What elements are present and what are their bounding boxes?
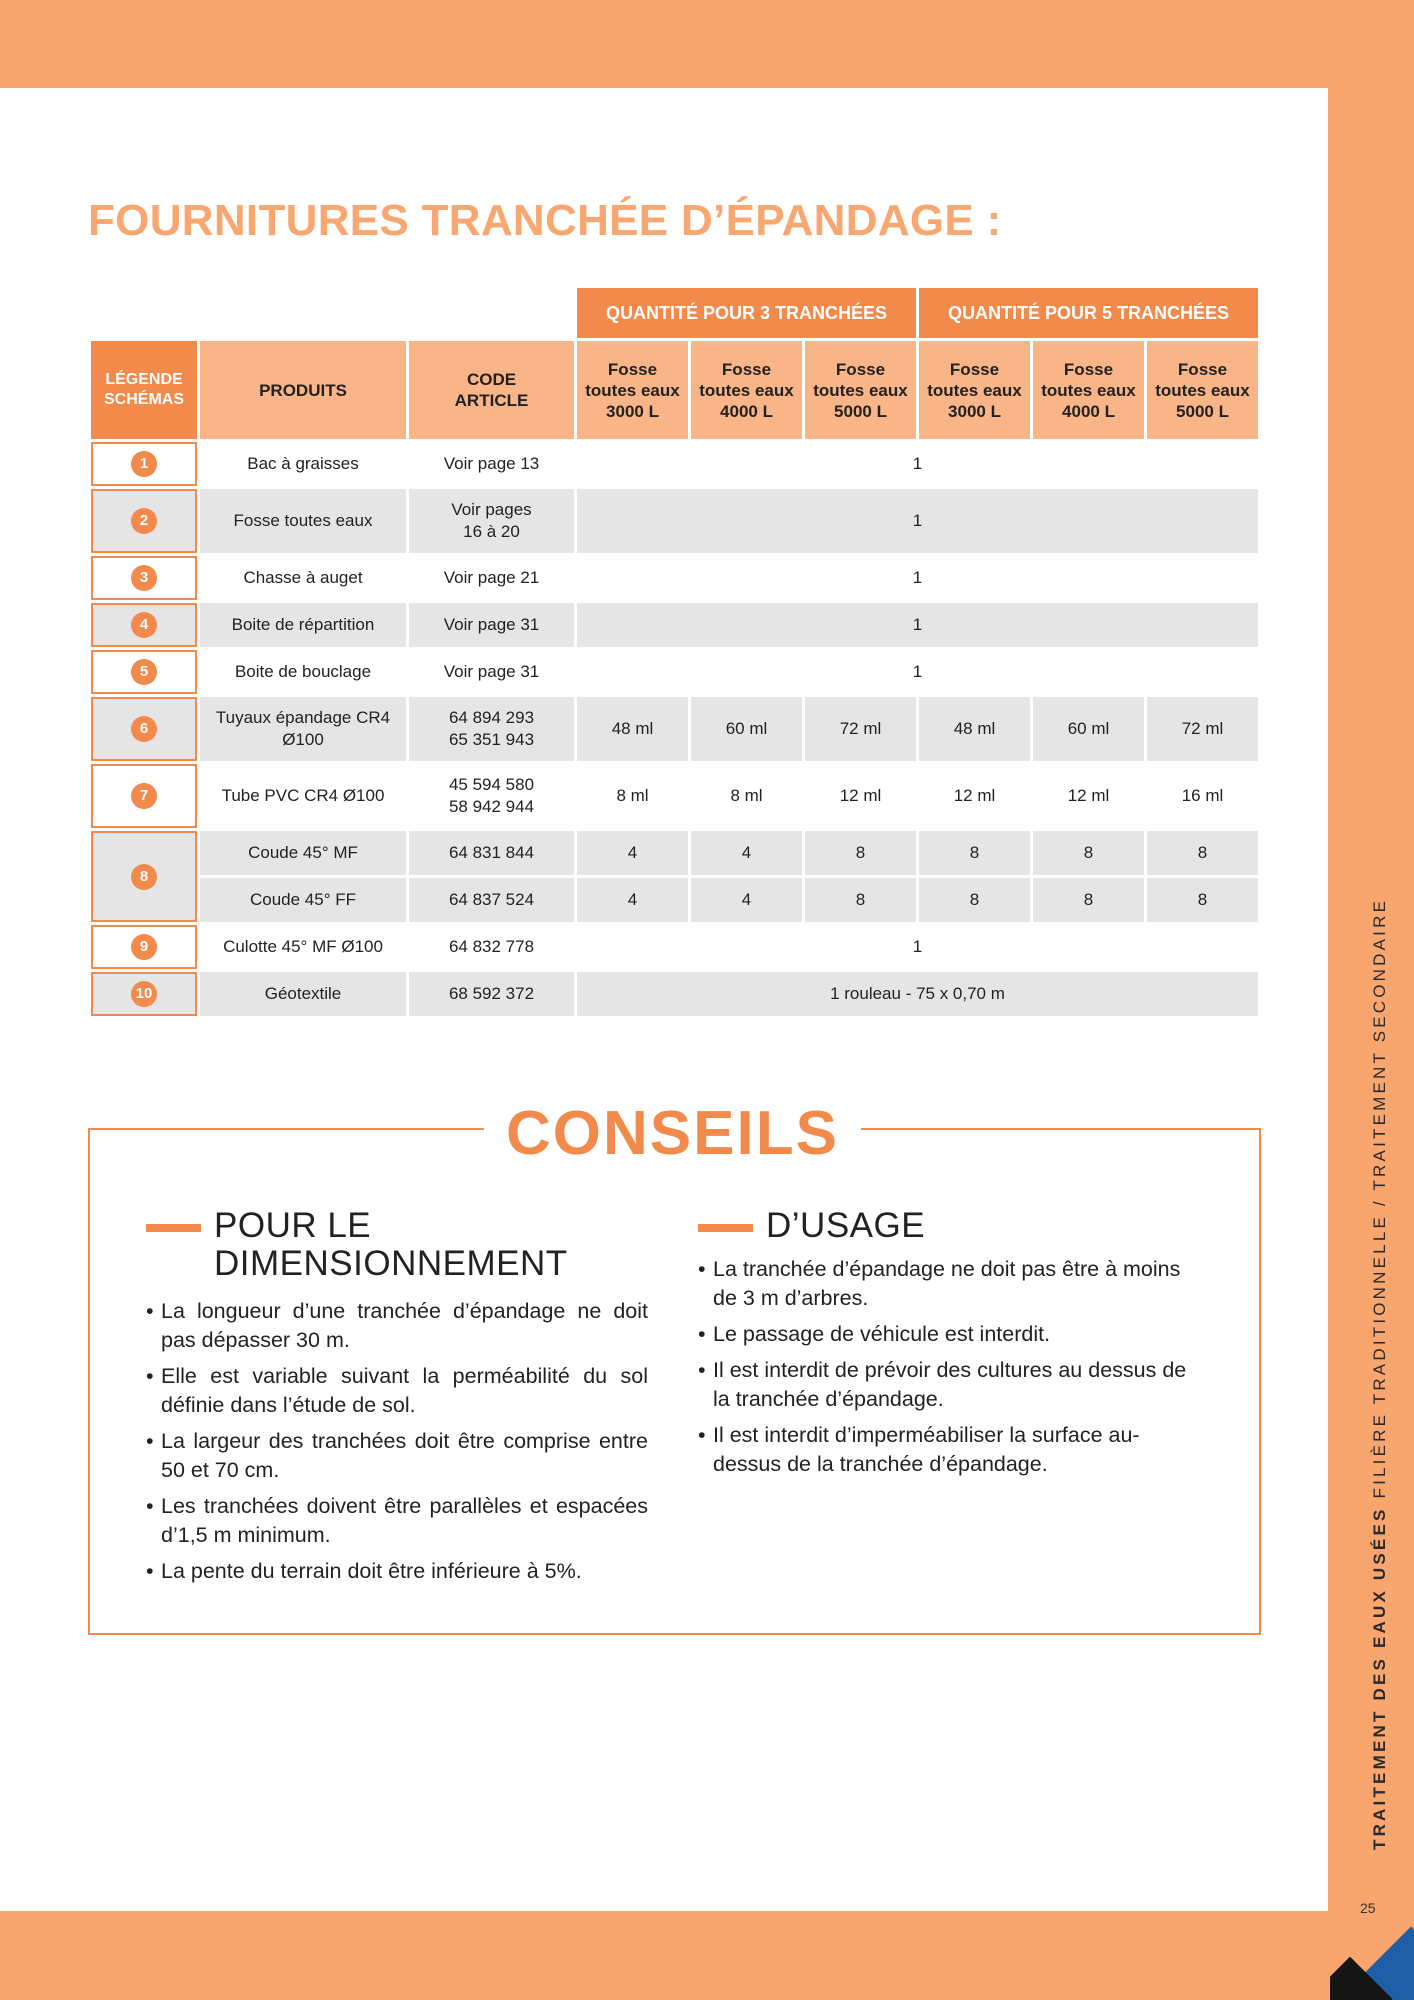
table-row bbox=[91, 764, 1258, 828]
legend-cell bbox=[91, 556, 197, 600]
code-cell: 45 594 580 58 942 944 bbox=[409, 764, 574, 828]
quantity-cell: 48 ml bbox=[919, 697, 1030, 761]
product-cell: Bac à graisses bbox=[200, 442, 406, 486]
legend-cell bbox=[91, 442, 197, 486]
fosse-header: Fosse toutes eaux 5000 L bbox=[1147, 341, 1258, 439]
list-item: • La pente du terrain doit être inférieure à 5%. bbox=[146, 1557, 648, 1586]
supplies-table bbox=[88, 285, 1261, 1019]
legend-cell bbox=[91, 764, 197, 828]
quantity-cell: 1 bbox=[577, 925, 1258, 969]
list-item: • Il est interdit de prévoir des cultures au dessus de la tranchée d’épandage. bbox=[698, 1356, 1203, 1414]
quantity-cell: 1 bbox=[577, 603, 1258, 647]
code-cell: Voir pages 16 à 20 bbox=[409, 489, 574, 553]
product-cell: Boite de répartition bbox=[200, 603, 406, 647]
quantity-cell: 1 rouleau - 75 x 0,70 m bbox=[577, 972, 1258, 1016]
quantity-cell: 1 bbox=[577, 442, 1258, 486]
code-header: CODE ARTICLE bbox=[409, 341, 574, 439]
quantity-cell: 8 bbox=[1033, 831, 1144, 875]
quantity-cell: 12 ml bbox=[805, 764, 916, 828]
legend-cell bbox=[91, 831, 197, 922]
legend-cell bbox=[91, 650, 197, 694]
code-cell: 64 837 524 bbox=[409, 878, 574, 922]
legend-cell bbox=[91, 972, 197, 1016]
list-item: • Le passage de véhicule est interdit. bbox=[698, 1320, 1203, 1349]
product-cell: Tube PVC CR4 Ø100 bbox=[200, 764, 406, 828]
product-cell: Géotextile bbox=[200, 972, 406, 1016]
legend-number: 6 bbox=[131, 716, 157, 742]
legend-number: 10 bbox=[131, 981, 157, 1007]
list-item: • Elle est variable suivant la perméabilité du sol définie dans l’étude de sol. bbox=[146, 1362, 648, 1420]
left-list bbox=[146, 1297, 648, 1586]
quantity-cell: 8 bbox=[805, 878, 916, 922]
left-heading: POUR LE DIMENSIONNEMENT bbox=[146, 1207, 594, 1283]
legend-cell bbox=[91, 697, 197, 761]
product-header: PRODUITS bbox=[200, 341, 406, 439]
corner-logo-shapes bbox=[1330, 1911, 1414, 2000]
table-row bbox=[91, 556, 1258, 600]
legend-header: LÉGENDE SCHÉMAS bbox=[91, 341, 197, 439]
list-item: • La tranchée d’épandage ne doit pas être à moins de 3 m d’arbres. bbox=[698, 1255, 1203, 1313]
right-list bbox=[698, 1255, 1203, 1479]
code-cell: 64 894 293 65 351 943 bbox=[409, 697, 574, 761]
section-label bbox=[1370, 898, 1390, 1850]
legend-number: 4 bbox=[131, 612, 157, 638]
legend-cell bbox=[91, 925, 197, 969]
quantity-cell: 1 bbox=[577, 650, 1258, 694]
legend-number: 7 bbox=[131, 783, 157, 809]
quantity-cell: 48 ml bbox=[577, 697, 688, 761]
legend-number: 8 bbox=[131, 864, 157, 890]
quantity-cell: 8 bbox=[1147, 878, 1258, 922]
list-item: • La largeur des tranchées doit être comprise entre 50 et 70 cm. bbox=[146, 1427, 648, 1485]
list-item: • Il est interdit d’imperméabiliser la surface au-dessus de la tranchée d’épandage. bbox=[698, 1421, 1203, 1479]
product-cell: Culotte 45° MF Ø100 bbox=[200, 925, 406, 969]
table-row bbox=[91, 603, 1258, 647]
quantity-cell: 1 bbox=[577, 556, 1258, 600]
quantity-cell: 12 ml bbox=[919, 764, 1030, 828]
conseils-left-column bbox=[146, 1207, 648, 1593]
code-cell: Voir page 31 bbox=[409, 650, 574, 694]
legend-cell bbox=[91, 603, 197, 647]
legend-number: 1 bbox=[131, 451, 157, 477]
quantity-cell: 16 ml bbox=[1147, 764, 1258, 828]
conseils-right-column bbox=[698, 1207, 1203, 1486]
product-cell: Boite de bouclage bbox=[200, 650, 406, 694]
product-cell: Fosse toutes eaux bbox=[200, 489, 406, 553]
fosse-header: Fosse toutes eaux 3000 L bbox=[919, 341, 1030, 439]
table-row bbox=[91, 972, 1258, 1016]
legend-cell bbox=[91, 489, 197, 553]
quantity-cell: 4 bbox=[691, 831, 802, 875]
section-label-bold: TRAITEMENT DES EAUX USÉES bbox=[1370, 1506, 1389, 1850]
quantity-cell: 60 ml bbox=[1033, 697, 1144, 761]
code-cell: Voir page 31 bbox=[409, 603, 574, 647]
list-item: • La longueur d’une tranchée d’épandage ne doit pas dépasser 30 m. bbox=[146, 1297, 648, 1355]
quantity-cell: 8 ml bbox=[691, 764, 802, 828]
table-row bbox=[91, 442, 1258, 486]
code-cell: 68 592 372 bbox=[409, 972, 574, 1016]
code-cell: 64 831 844 bbox=[409, 831, 574, 875]
quantity-cell: 8 ml bbox=[577, 764, 688, 828]
code-cell: 64 832 778 bbox=[409, 925, 574, 969]
table-row bbox=[91, 878, 1258, 922]
fosse-header: Fosse toutes eaux 4000 L bbox=[1033, 341, 1144, 439]
legend-number: 3 bbox=[131, 565, 157, 591]
quantity-cell: 8 bbox=[1033, 878, 1144, 922]
product-cell: Coude 45° FF bbox=[200, 878, 406, 922]
table-row bbox=[91, 697, 1258, 761]
table-row bbox=[91, 650, 1258, 694]
product-cell: Tuyaux épandage CR4 Ø100 bbox=[200, 697, 406, 761]
group-header-3: QUANTITÉ POUR 3 TRANCHÉES bbox=[577, 288, 916, 338]
section-label-light: FILIÈRE TRADITIONNELLE / TRAITEMENT SECONDAIRE bbox=[1370, 897, 1389, 1499]
legend-number: 5 bbox=[131, 659, 157, 685]
quantity-cell: 4 bbox=[577, 878, 688, 922]
legend-number: 2 bbox=[131, 508, 157, 534]
quantity-cell: 8 bbox=[1147, 831, 1258, 875]
list-item: • Les tranchées doivent être parallèles et espacées d’1,5 m minimum. bbox=[146, 1492, 648, 1550]
quantity-cell: 72 ml bbox=[805, 697, 916, 761]
quantity-cell: 72 ml bbox=[1147, 697, 1258, 761]
legend-number: 9 bbox=[131, 934, 157, 960]
quantity-cell: 60 ml bbox=[691, 697, 802, 761]
code-cell: Voir page 13 bbox=[409, 442, 574, 486]
quantity-cell: 8 bbox=[805, 831, 916, 875]
fosse-header: Fosse toutes eaux 3000 L bbox=[577, 341, 688, 439]
right-heading: D’USAGE bbox=[698, 1207, 1203, 1245]
fosse-header: Fosse toutes eaux 5000 L bbox=[805, 341, 916, 439]
quantity-cell: 8 bbox=[919, 831, 1030, 875]
quantity-cell: 1 bbox=[577, 489, 1258, 553]
table-row bbox=[91, 831, 1258, 875]
code-cell: Voir page 21 bbox=[409, 556, 574, 600]
page-title: FOURNITURES TRANCHÉE D’ÉPANDAGE : bbox=[88, 196, 1002, 245]
conseils-title: CONSEILS bbox=[484, 1098, 861, 1169]
fosse-header: Fosse toutes eaux 4000 L bbox=[691, 341, 802, 439]
table-row bbox=[91, 925, 1258, 969]
quantity-cell: 12 ml bbox=[1033, 764, 1144, 828]
quantity-cell: 8 bbox=[919, 878, 1030, 922]
page-number: 25 bbox=[1360, 1900, 1376, 1916]
product-cell: Chasse à auget bbox=[200, 556, 406, 600]
quantity-cell: 4 bbox=[691, 878, 802, 922]
group-header-5: QUANTITÉ POUR 5 TRANCHÉES bbox=[919, 288, 1258, 338]
conseils-title-wrap bbox=[0, 1098, 1345, 1169]
table-row bbox=[91, 489, 1258, 553]
quantity-cell: 4 bbox=[577, 831, 688, 875]
product-cell: Coude 45° MF bbox=[200, 831, 406, 875]
